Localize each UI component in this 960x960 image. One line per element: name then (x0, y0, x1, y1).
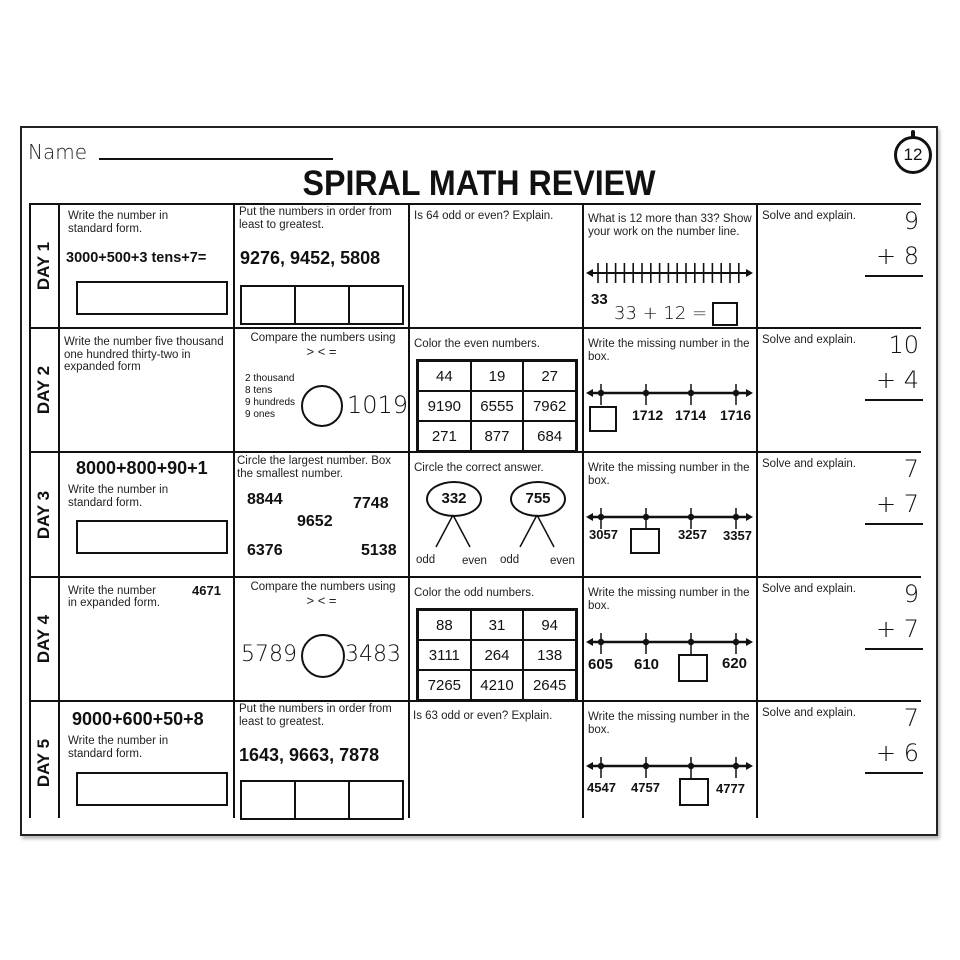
tick-label: 3257 (678, 527, 707, 542)
day2-number-line-cell (584, 329, 756, 451)
choice-even[interactable]: even (462, 555, 487, 567)
number-oval: 332 (426, 481, 482, 517)
addend-top: 10 (888, 331, 919, 359)
grid-cell[interactable]: 19 (471, 361, 524, 391)
day5-odd-even-cell (410, 702, 582, 824)
sum-line (865, 275, 923, 277)
tick-dot (643, 390, 649, 396)
grid-cell[interactable]: 4210 (471, 670, 524, 700)
numbers: 1643, 9663, 7878 (239, 745, 380, 765)
start-label: 33 (591, 291, 608, 308)
compare-circle[interactable] (301, 385, 343, 427)
day-label (31, 329, 58, 451)
answer-box[interactable] (589, 406, 617, 432)
order-boxes[interactable] (240, 780, 404, 820)
tick-dot (688, 639, 694, 645)
apple-page-number-icon: 12 (894, 136, 932, 174)
branch-lines (410, 513, 582, 549)
name-label: Name (28, 140, 88, 164)
instruction: in expanded form. (68, 597, 161, 609)
tick-dot (598, 763, 604, 769)
number-grid (416, 359, 578, 451)
instruction: Is 64 odd or even? Explain. (414, 210, 554, 222)
choice-even[interactable]: even (550, 555, 575, 567)
day-2-label: DAY 2 (34, 365, 54, 415)
day-3-label: DAY 3 (34, 490, 54, 539)
tick-label: 605 (588, 656, 614, 673)
instruction: Write the missing number in the box. (588, 711, 750, 736)
sum-line (865, 523, 923, 525)
tick-label: 3057 (589, 527, 618, 542)
addend-top: 9 (903, 207, 919, 235)
order-boxes[interactable] (240, 285, 404, 325)
day4-expanded-form-cell (60, 578, 233, 700)
number-oval: 755 (510, 481, 566, 517)
instruction: Compare the numbers using (250, 332, 396, 344)
day-label (31, 702, 58, 824)
instruction: Solve and explain. (762, 583, 856, 595)
instruction: What is 12 more than 33? Show your work on the number line. (588, 213, 752, 238)
symbols: > < = (306, 593, 337, 608)
addend-top: 7 (903, 455, 919, 483)
day3-standard-form-cell (60, 453, 233, 576)
tick-label: 4777 (716, 781, 745, 796)
compare-circle[interactable] (301, 634, 345, 678)
grid-cell[interactable]: 6555 (471, 391, 524, 421)
tick-dot (643, 639, 649, 645)
item: 2 thousand (245, 373, 295, 384)
left-number: 5789 (241, 642, 297, 667)
number-grid (416, 608, 578, 700)
day4-number-line-cell (584, 578, 756, 700)
tick-label: 1714 (675, 407, 707, 423)
tick-dot (598, 514, 604, 520)
grid-cell[interactable]: 7962 (523, 391, 576, 421)
symbols: > < = (306, 344, 337, 359)
worksheet (20, 126, 938, 836)
instruction: Solve and explain. (762, 707, 856, 719)
item: 8 tens (245, 385, 273, 396)
answer-box[interactable] (76, 520, 228, 554)
addend-top: 9 (903, 580, 919, 608)
addend-bottom: + 6 (875, 739, 919, 767)
answer-box[interactable] (630, 528, 660, 554)
grid-cell[interactable]: 2645 (523, 670, 576, 700)
day5-order-cell (235, 702, 408, 824)
day-5-label: DAY 5 (34, 738, 54, 788)
number[interactable]: 7748 (353, 495, 389, 512)
tick-dot (643, 763, 649, 769)
day-label (31, 205, 58, 327)
equation: 33 + 12 = (614, 303, 708, 324)
instruction: Write the number in standard form. (68, 210, 169, 235)
tick-label: 620 (722, 655, 748, 672)
addend-bottom: + 4 (875, 366, 919, 394)
addend-bottom: + 7 (875, 615, 919, 643)
day4-compare-cell (235, 578, 408, 700)
grid-cell[interactable]: 94 (523, 610, 576, 640)
number[interactable]: 5138 (361, 542, 397, 559)
tick-dot (688, 390, 694, 396)
sum-line (865, 648, 923, 650)
day1-number-line-cell (584, 205, 756, 327)
numbers: 9276, 9452, 5808 (240, 248, 381, 268)
grid-cell[interactable]: 31 (471, 610, 524, 640)
instruction: Color the even numbers. (414, 338, 540, 350)
instruction: Solve and explain. (762, 210, 856, 222)
expression: 8000+800+90+1 (76, 458, 208, 478)
grid-cell[interactable]: 27 (523, 361, 576, 391)
grid-cell[interactable]: 877 (471, 421, 524, 451)
grid-cell[interactable]: 88 (418, 610, 471, 640)
tick-label: 1712 (632, 407, 664, 423)
answer-box[interactable] (76, 281, 228, 315)
day2-compare-cell (235, 329, 408, 451)
day4-color-odd-cell (410, 578, 582, 700)
expression: 9000+600+50+8 (72, 709, 204, 729)
day1-addition-cell (758, 205, 929, 327)
instruction: Write the missing number in the box. (588, 462, 750, 487)
day5-standard-form-cell (60, 702, 233, 824)
day3-odd-even-cell (410, 453, 582, 576)
tick-dot (733, 514, 739, 520)
sum-line (865, 772, 923, 774)
day3-largest-smallest-cell (235, 453, 408, 576)
addend-top: 7 (903, 704, 919, 732)
instruction: Write the number five thousand one hundred thirty-two in expanded form (64, 336, 224, 373)
tick-dot (598, 639, 604, 645)
instruction: Write the missing number in the box. (588, 338, 750, 363)
choice-odd[interactable]: odd (500, 554, 520, 566)
day1-standard-form-cell (60, 205, 233, 327)
tick-dot (688, 763, 694, 769)
addend-bottom: + 7 (875, 490, 919, 518)
tick-label: 3357 (723, 528, 752, 543)
review-table (29, 203, 921, 818)
tick-dot (733, 763, 739, 769)
instruction: Write the missing number in the box. (588, 587, 750, 612)
item: 9 hundreds (245, 397, 296, 408)
name-field[interactable] (99, 158, 333, 160)
tick-dot (733, 639, 739, 645)
instruction: Put the numbers in order from least to greatest. (239, 206, 392, 231)
answer-box[interactable] (712, 302, 738, 326)
day4-addition-cell (758, 578, 929, 700)
instruction: Solve and explain. (762, 334, 856, 346)
instruction: Is 63 odd or even? Explain. (413, 710, 553, 722)
tick-dot (643, 514, 649, 520)
tick-label: 610 (634, 656, 660, 673)
instruction: Write the number in standard form. (68, 484, 169, 509)
grid-cell[interactable]: 44 (418, 361, 471, 391)
instruction: Write the number (68, 585, 156, 597)
grid-cell[interactable]: 271 (418, 421, 471, 451)
tick-label: 4757 (631, 780, 660, 795)
number[interactable]: 8844 (247, 491, 283, 508)
place-value-list (245, 373, 295, 421)
answer-box[interactable] (678, 654, 708, 682)
day-label (31, 578, 58, 700)
day-4-label: DAY 4 (34, 614, 54, 664)
grid-cell[interactable]: 264 (471, 640, 524, 670)
grid-cell[interactable]: 138 (523, 640, 576, 670)
answer-box[interactable] (76, 772, 228, 806)
right-number: 1019 (347, 391, 408, 419)
grid-cell[interactable]: 3111 (418, 640, 471, 670)
number[interactable]: 9652 (297, 513, 333, 530)
day5-number-line-cell (584, 702, 756, 824)
day3-number-line-cell (584, 453, 756, 576)
day1-order-cell (235, 205, 408, 327)
tick-dot (688, 514, 694, 520)
day1-odd-even-cell (410, 205, 582, 327)
instruction: Put the numbers in order from least to greatest. (239, 703, 392, 728)
tick-dot (733, 390, 739, 396)
expression: 3000+500+3 tens+7= (66, 250, 207, 266)
instruction: Circle the correct answer. (414, 462, 544, 474)
instruction: Write the number in standard form. (68, 735, 169, 760)
tick-label: 4547 (587, 780, 616, 795)
number-line[interactable] (584, 259, 756, 289)
item: 9 ones (245, 409, 276, 420)
grid-cell[interactable]: 684 (523, 421, 576, 451)
day2-color-even-cell (410, 329, 582, 451)
instruction: Compare the numbers using (250, 581, 396, 593)
day5-addition-cell (758, 702, 929, 824)
number[interactable]: 6376 (247, 542, 283, 559)
grid-cell[interactable]: 7265 (418, 670, 471, 700)
addend-bottom: + 8 (875, 242, 919, 270)
instruction: Circle the largest number. Box the smallest number. (237, 455, 392, 480)
day2-addition-cell (758, 329, 929, 451)
day3-addition-cell (758, 453, 929, 576)
choice-odd[interactable]: odd (416, 554, 436, 566)
page-title: SPIRAL MATH REVIEW (302, 164, 656, 203)
right-number: 3483 (345, 642, 401, 667)
day2-expanded-form-cell (60, 329, 233, 451)
number: 4671 (192, 583, 221, 598)
instruction: Color the odd numbers. (414, 587, 535, 599)
day-label (31, 453, 58, 576)
sum-line (865, 399, 923, 401)
instruction: Solve and explain. (762, 458, 856, 470)
grid-cell[interactable]: 9190 (418, 391, 471, 421)
tick-label: 1716 (720, 407, 752, 423)
answer-box[interactable] (679, 778, 709, 806)
day-1-label: DAY 1 (34, 241, 54, 291)
tick-dot (598, 390, 604, 396)
